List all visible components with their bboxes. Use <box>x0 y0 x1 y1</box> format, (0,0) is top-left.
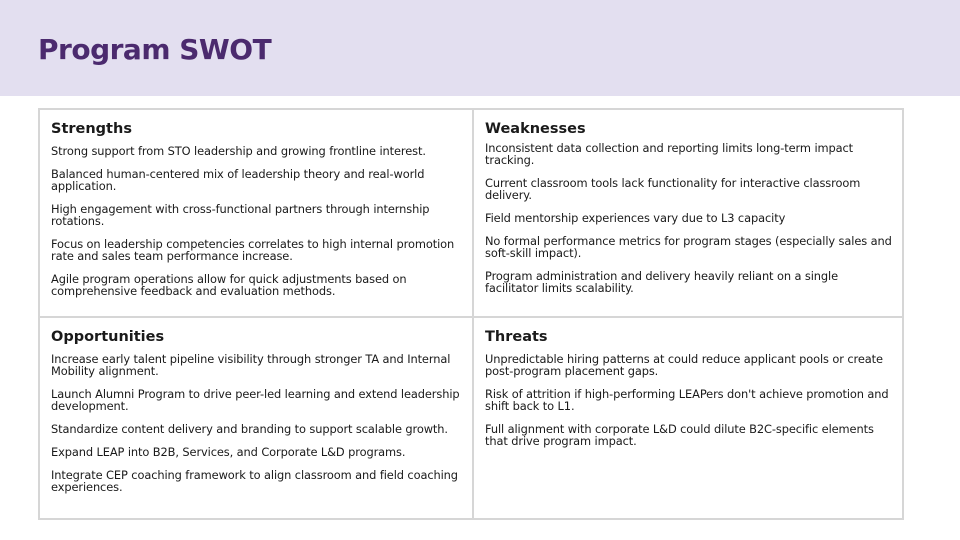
strengths-heading: Strengths <box>51 121 132 137</box>
weakness-item: Inconsistent data collection and reporting limits long-term impact tracking. <box>485 141 854 167</box>
strength-item: Agile program operations allow for quick adjustments based on comprehensive feedback and evaluation methods. <box>51 272 407 298</box>
weakness-item: Field mentorship experiences vary due to L3 capacity <box>485 211 786 225</box>
title-banner <box>0 0 960 96</box>
threat-item: Risk of attrition if high-performing LEAPers don't achieve promotion and shift back to L1. <box>485 387 889 413</box>
opportunity-item: Standardize content delivery and branding to support scalable growth. <box>51 422 448 436</box>
threat-item: Full alignment with corporate L&D could dilute B2C-specific elements that drive program impact. <box>485 422 874 448</box>
opportunity-item: Launch Alumni Program to drive peer-led learning and extend leadership development. <box>51 387 460 413</box>
weaknesses-quadrant <box>474 110 902 318</box>
weakness-item: Program administration and delivery heavily reliant on a single facilitator limits scalability. <box>485 269 838 295</box>
strength-item: Focus on leadership competencies correlates to high internal promotion rate and sales team performance increase. <box>51 237 455 263</box>
weakness-item: Current classroom tools lack functionality for interactive classroom delivery. <box>485 176 861 202</box>
weakness-item: No formal performance metrics for program stages (especially sales and soft-skill impact). <box>485 234 892 260</box>
opportunity-item: Increase early talent pipeline visibility through stronger TA and Internal Mobility alignment. <box>51 352 451 378</box>
weaknesses-heading: Weaknesses <box>485 121 586 137</box>
opportunity-item: Expand LEAP into B2B, Services, and Corporate L&D programs. <box>51 445 406 459</box>
strength-item: High engagement with cross-functional partners through internship rotations. <box>51 202 430 228</box>
threats-heading: Threats <box>485 329 548 345</box>
threat-item: Unpredictable hiring patterns at could reduce applicant pools or create post-program placement gaps. <box>485 352 883 378</box>
strength-item: Strong support from STO leadership and growing frontline interest. <box>51 144 426 158</box>
swot-grid <box>38 108 904 520</box>
threats-quadrant <box>474 318 902 518</box>
strengths-quadrant <box>40 110 474 318</box>
opportunities-quadrant <box>40 318 474 518</box>
strength-item: Balanced human-centered mix of leadership theory and real-world application. <box>51 167 425 193</box>
opportunities-heading: Opportunities <box>51 329 165 345</box>
page-title: Program SWOT <box>38 33 272 66</box>
opportunity-item: Integrate CEP coaching framework to align classroom and field coaching experiences. <box>51 468 458 494</box>
